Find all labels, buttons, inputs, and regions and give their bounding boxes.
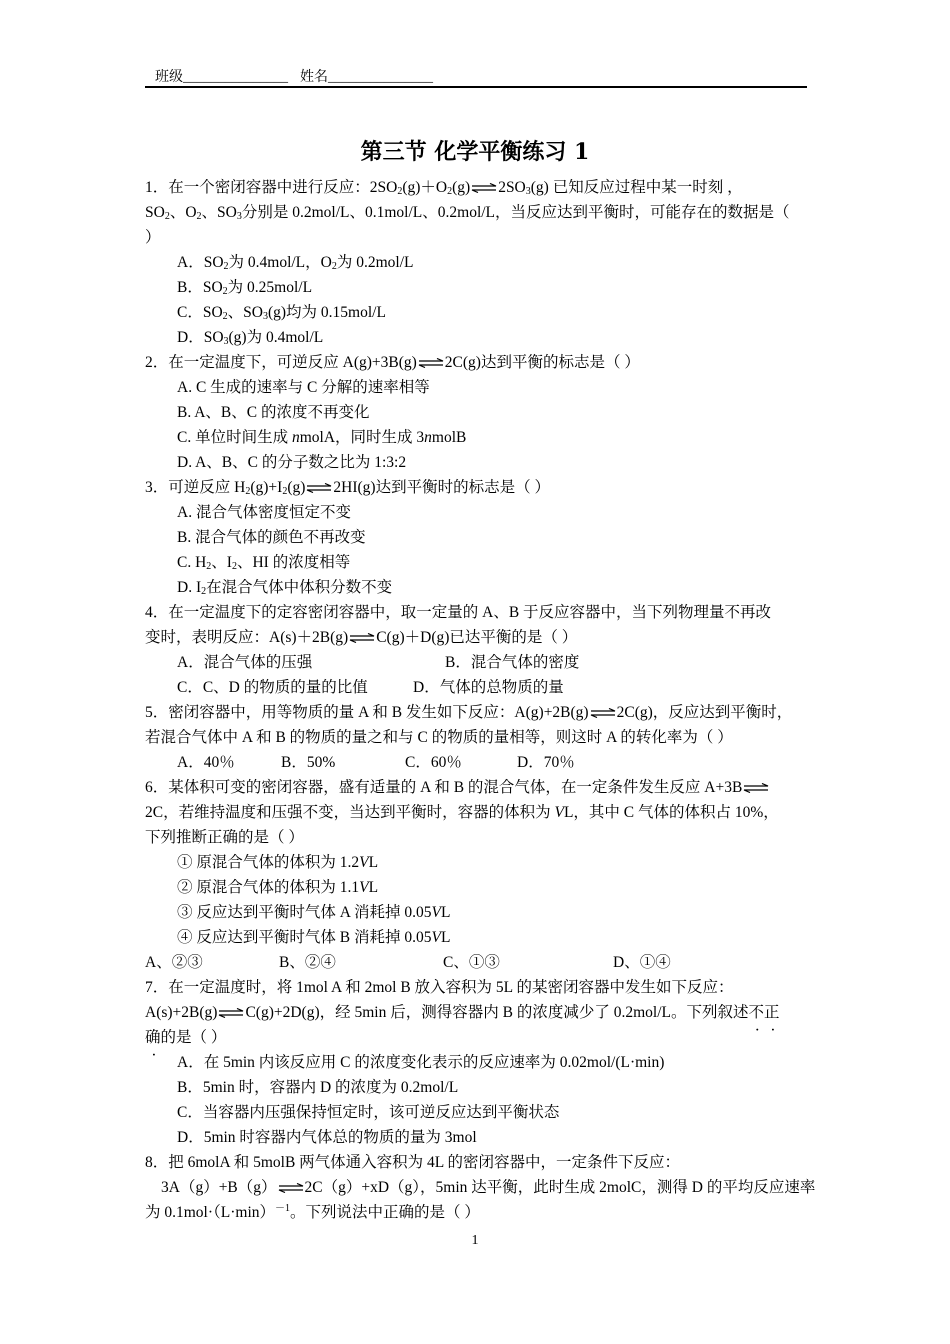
q2-option-d: D. A、B、C 的分子数之比为 1:3:2 <box>177 454 407 471</box>
q3-option-c: C. $H_2$、$I_2$、HI 的浓度相等 <box>177 554 351 572</box>
q3-option-a: A. 混合气体密度恒定不变 <box>177 504 351 521</box>
q7-option-c: C．当容器内压强保持恒定时，该可逆反应达到平衡状态 <box>177 1104 560 1121</box>
equilibrium-arrow-icon <box>306 483 332 493</box>
q6-line2: 2C，若维持温度和压强不变，当达到平衡时，容器的体积为 VL，其中 C 气体的体积占 10%， <box>145 804 779 821</box>
q7-option-a: A．在 5min 内该反应用 C 的浓度变化表示的反应速率为 0.02mol/(L·min) <box>177 1054 665 1071</box>
q3-line1: 3．可逆反应 $H_2(g)+I_2(g)$ 2HI(g)达到平衡时的标志是（ ） <box>145 479 550 497</box>
q6-option-b: B、②④ <box>279 954 336 971</box>
equilibrium-arrow-icon <box>418 358 444 368</box>
q1-option-c: C．$SO_2$、$SO_3(g)$均为 0.15mol/L <box>177 304 386 322</box>
q7-option-b: B．5min 时，容器内 D 的浓度为 0.2mol/L <box>177 1079 459 1096</box>
page-header <box>145 66 807 88</box>
q5-option-b: B．50% <box>281 754 336 771</box>
equilibrium-arrow-icon <box>590 708 616 718</box>
name-field-label: 姓名_______________ <box>300 70 433 85</box>
q7-option-d: D．5min 时容器内气体总的物质的量为 3mol <box>177 1129 477 1146</box>
q4-line1: 4．在一定温度下的定容密闭容器中，取一定量的 A、B 于反应容器中，当下列物理量不再改 <box>145 604 772 621</box>
q5-line2: 若混合气体中 A 和 B 的物质的量之和与 C 的物质的量相等，则这时 A 的转化率为（ ） <box>145 729 733 746</box>
q6-statement-1: ① 原混合气体的体积为 1.2VL <box>177 854 379 871</box>
page-number: 1 <box>471 1233 479 1248</box>
equilibrium-arrow-icon <box>218 1008 244 1018</box>
q2-option-a: A. C 生成的速率与 C 分解的速率相等 <box>177 379 430 396</box>
q2-option-c: C. 单位时间生成 nmolA，同时生成 3nmolB <box>177 429 467 446</box>
q1-line3: ） <box>145 229 161 246</box>
q4-option-c: C．C、D 的物质的量的比值 <box>177 679 368 696</box>
q7-line2: A(s)+2B(g) C(g)+2D(g)，经 5min 后，测得容器内 B 的浓度减少了 0.2mol/L。下列叙述不正 <box>145 1004 780 1021</box>
q6-statement-2: ② 原混合气体的体积为 1.1VL <box>177 879 379 896</box>
q5-option-a: A．40％ <box>177 754 235 771</box>
q7-line1: 7．在一定温度时，将 1mol A 和 2mol B 放入容积为 5L 的某密闭容器中发生如下反应： <box>145 979 734 996</box>
q2-option-b: B. A、B、C 的浓度不再变化 <box>177 404 370 421</box>
q4-option-a: A．混合气体的压强 <box>177 654 313 671</box>
q6-line1: 6．某体积可变的密闭容器，盛有适量的 A 和 B 的混合气体，在一定条件发生反应 A+3B <box>145 775 810 800</box>
q6-options <box>145 950 810 975</box>
class-field-label: 班级_______________ <box>155 70 288 85</box>
q1-option-d: D．$SO_3(g)$为 0.4mol/L <box>177 329 324 347</box>
q6-statement-4: ④ 反应达到平衡时气体 B 消耗掉 0.05VL <box>177 929 451 946</box>
q4-option-b: B．混合气体的密度 <box>445 654 580 671</box>
q6-option-d: D、①④ <box>613 954 671 971</box>
q6-line3: 下列推断正确的是（ ） <box>145 829 304 846</box>
q3-option-b: B. 混合气体的颜色不再改变 <box>177 529 366 546</box>
q8-line1: 8．把 6molA 和 5molB 两气体通入容积为 4L 的密闭容器中，一定条件下反应： <box>145 1154 681 1171</box>
q4-options-cd <box>145 675 810 700</box>
q2-line1: 2．在一定温度下，可逆反应 A(g)+3B(g) 2C(g)达到平衡的标志是（ ） <box>145 354 640 371</box>
q5-line1: 5．密闭容器中，用等物质的量 A 和 B 发生如下反应：A(g)+2B(g) 2C(g)，反应达到平衡时， <box>145 704 793 721</box>
q1-option-b: B．$SO_2$为 0.25mol/L <box>177 279 313 297</box>
q5-options <box>145 750 810 775</box>
q4-line2: 变时，表明反应：A(s)＋2B(g) C(g)＋D(g)已达平衡的是（ ） <box>145 629 578 646</box>
page-title: 第三节 化学平衡练习 1 <box>360 139 590 165</box>
q1-line2: $SO_2$、$O_2$、$SO_3$分别是 0.2mol/L、0.1mol/L、0.2mol/L，当反应达到平衡时，可能存在的数据是（ <box>145 204 790 222</box>
q6-option-c: C、①③ <box>443 954 500 971</box>
q6-statement-3: ③ 反应达到平衡时气体 A 消耗掉 0.05VL <box>177 904 451 921</box>
q4-options-ab <box>145 650 810 675</box>
q3-option-d: D. $I_2$在混合气体中体积分数不变 <box>177 579 393 597</box>
q5-option-d: D．70％ <box>517 754 575 771</box>
q8-line3: 为 $0.1mol\cdot(L\cdot\min)^{-1}$。下列说法中正确的是（ ） <box>145 1203 480 1221</box>
q8-line2: 3A（g）+B（g） 2C（g）+xD（g），5min 达平衡，此时生成 2molC，测得 D 的平均反应速率 <box>161 1179 816 1196</box>
q1-option-a: A．$SO_2$为 0.4mol/L，$O_2$为 0.2mol/L <box>177 254 414 272</box>
q4-option-d: D．气体的总物质的量 <box>413 679 564 696</box>
q6-option-a: A、②③ <box>145 954 203 971</box>
exercise-body <box>145 175 816 1225</box>
equilibrium-arrow-icon <box>743 783 769 793</box>
equilibrium-arrow-icon <box>278 1183 304 1193</box>
q5-option-c: C．60％ <box>405 754 462 771</box>
q1-line1: 1．在一个密闭容器中进行反应：$2SO_2(g)+O_2(g)$ $2SO_3(g)$ 已知反应过程中某一时刻 ， <box>145 179 743 197</box>
equilibrium-arrow-icon <box>471 183 497 193</box>
equilibrium-arrow-icon <box>349 633 375 643</box>
q7-line3: 确的是（ ） <box>145 1029 227 1046</box>
